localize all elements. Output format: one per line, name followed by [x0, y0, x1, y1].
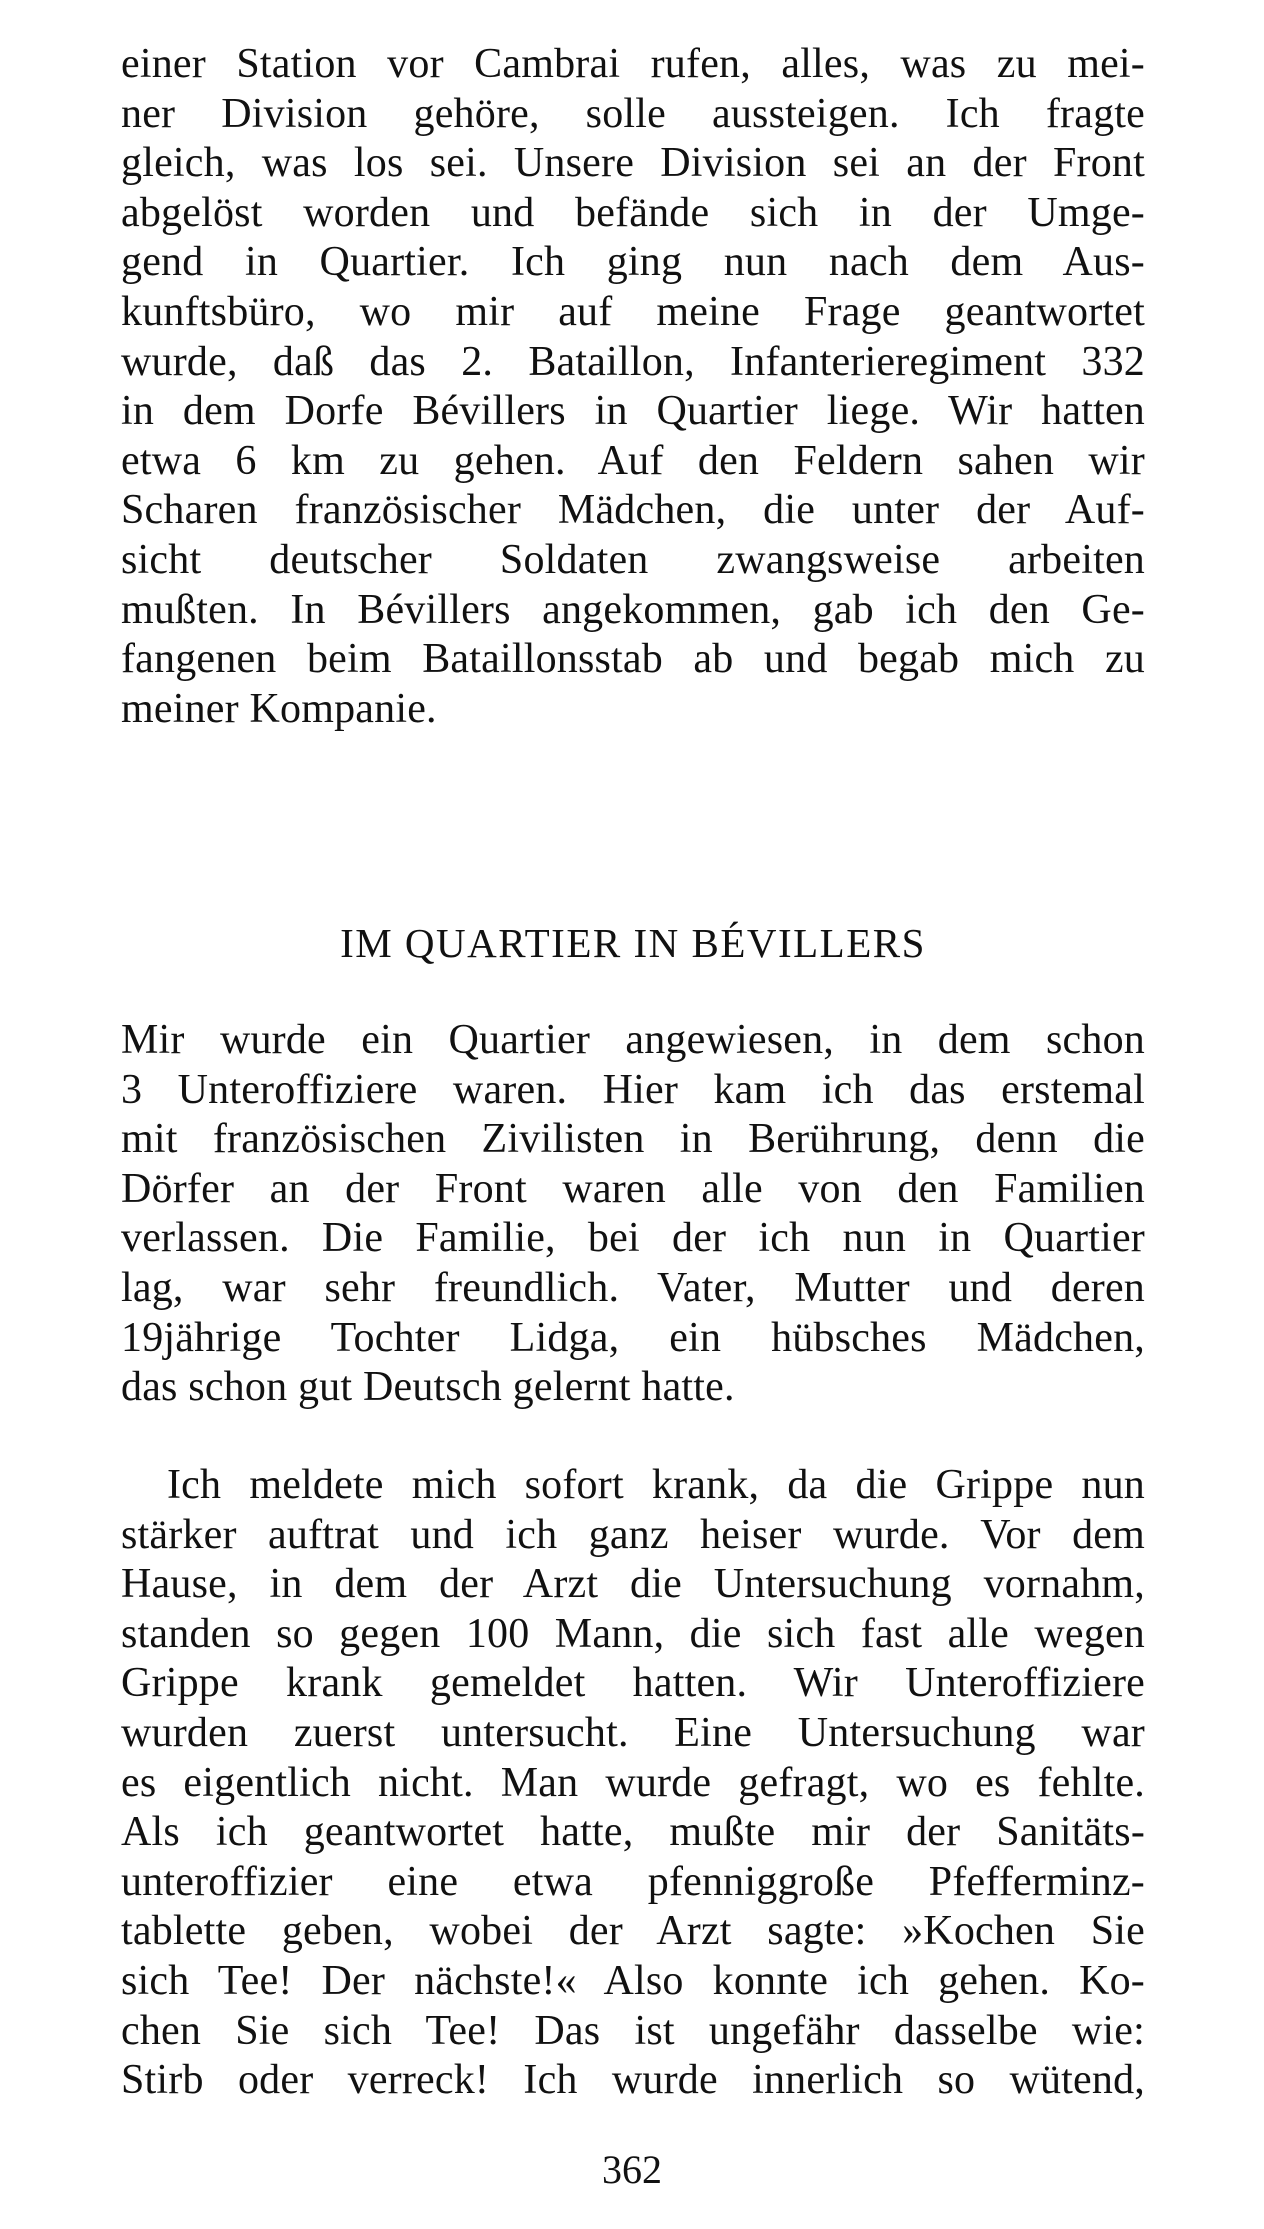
- text-line: es eigentlich nicht. Man wurde gefragt, wo es fehlte.: [121, 1759, 1145, 1806]
- text-line: mußten. In Bévillers angekommen, gab ich den Ge-: [121, 586, 1145, 633]
- text-line: Stirb oder verreck! Ich wurde innerlich so wütend,: [121, 2057, 1145, 2104]
- text-line: Ich meldete mich sofort krank, da die Grippe nun: [167, 1462, 1145, 1508]
- text-line: Scharen französischer Mädchen, die unter der Auf-: [121, 487, 1145, 534]
- text-line: Mir wurde ein Quartier angewiesen, in dem schon: [121, 1017, 1145, 1063]
- page-number: 362: [602, 2147, 662, 2192]
- text-line: ner Division gehöre, solle aussteigen. Ich fragte: [121, 90, 1145, 137]
- text-line: Als ich geantwortet hatte, mußte mir der Sanitäts-: [121, 1809, 1145, 1856]
- text-line: Hause, in dem der Arzt die Untersuchung vornahm,: [121, 1561, 1145, 1608]
- text-line: einer Station vor Cambrai rufen, alles, was zu mei-: [121, 41, 1145, 87]
- text-line: Dörfer an der Front waren alle von den Familien: [121, 1165, 1145, 1212]
- text-line: gend in Quartier. Ich ging nun nach dem Aus-: [121, 239, 1145, 286]
- text-line: in dem Dorfe Bévillers in Quartier liege. Wir hatten: [121, 388, 1145, 435]
- text-line: fangenen beim Bataillonsstab ab und begab mich zu: [121, 636, 1145, 683]
- text-line: verlassen. Die Familie, bei der ich nun in Quartier: [121, 1215, 1145, 1262]
- text-line: standen so gegen 100 Mann, die sich fast alle wegen: [121, 1610, 1145, 1657]
- text-line: gleich, was los sei. Unsere Division sei an der Front: [121, 140, 1145, 187]
- text-line: lag, war sehr freundlich. Vater, Mutter und deren: [121, 1264, 1145, 1311]
- text-line: wurde, daß das 2. Bataillon, Infanterieregiment 332: [121, 338, 1145, 385]
- section-heading: IM QUARTIER IN BÉVILLERS: [340, 920, 926, 966]
- text-line: abgelöst worden und befände sich in der Umge-: [121, 189, 1145, 236]
- text-line: 3 Unteroffiziere waren. Hier kam ich das erstemal: [121, 1066, 1145, 1113]
- paragraph: [121, 1461, 1145, 2106]
- paragraph-continued: [121, 40, 1145, 734]
- text-line: mit französischen Zivilisten in Berührung, denn die: [121, 1116, 1145, 1163]
- text-line: meiner Kompanie.: [121, 685, 437, 732]
- text-line: wurden zuerst untersucht. Eine Untersuchung war: [121, 1709, 1145, 1756]
- text-line: chen Sie sich Tee! Das ist ungefähr dasselbe wie:: [121, 2007, 1145, 2054]
- text-line: kunftsbüro, wo mir auf meine Frage geantwortet: [121, 288, 1145, 335]
- text-line: 19jährige Tochter Lidga, ein hübsches Mädchen,: [121, 1314, 1145, 1361]
- text-line: das schon gut Deutsch gelernt hatte.: [121, 1364, 735, 1411]
- text-line: unteroffizier eine etwa pfenniggroße Pfefferminz-: [121, 1858, 1145, 1905]
- text-line: tablette geben, wobei der Arzt sagte: »Kochen Sie: [121, 1908, 1145, 1955]
- text-line: stärker auftrat und ich ganz heiser wurde. Vor dem: [121, 1511, 1145, 1558]
- text-line: sich Tee! Der nächste!« Also konnte ich gehen. Ko-: [121, 1957, 1145, 2004]
- text-line: Grippe krank gemeldet hatten. Wir Unteroffiziere: [121, 1660, 1145, 1707]
- paragraph: [121, 1016, 1145, 1413]
- text-line: etwa 6 km zu gehen. Auf den Feldern sahen wir: [121, 437, 1145, 484]
- text-line: sicht deutscher Soldaten zwangsweise arbeiten: [121, 536, 1145, 583]
